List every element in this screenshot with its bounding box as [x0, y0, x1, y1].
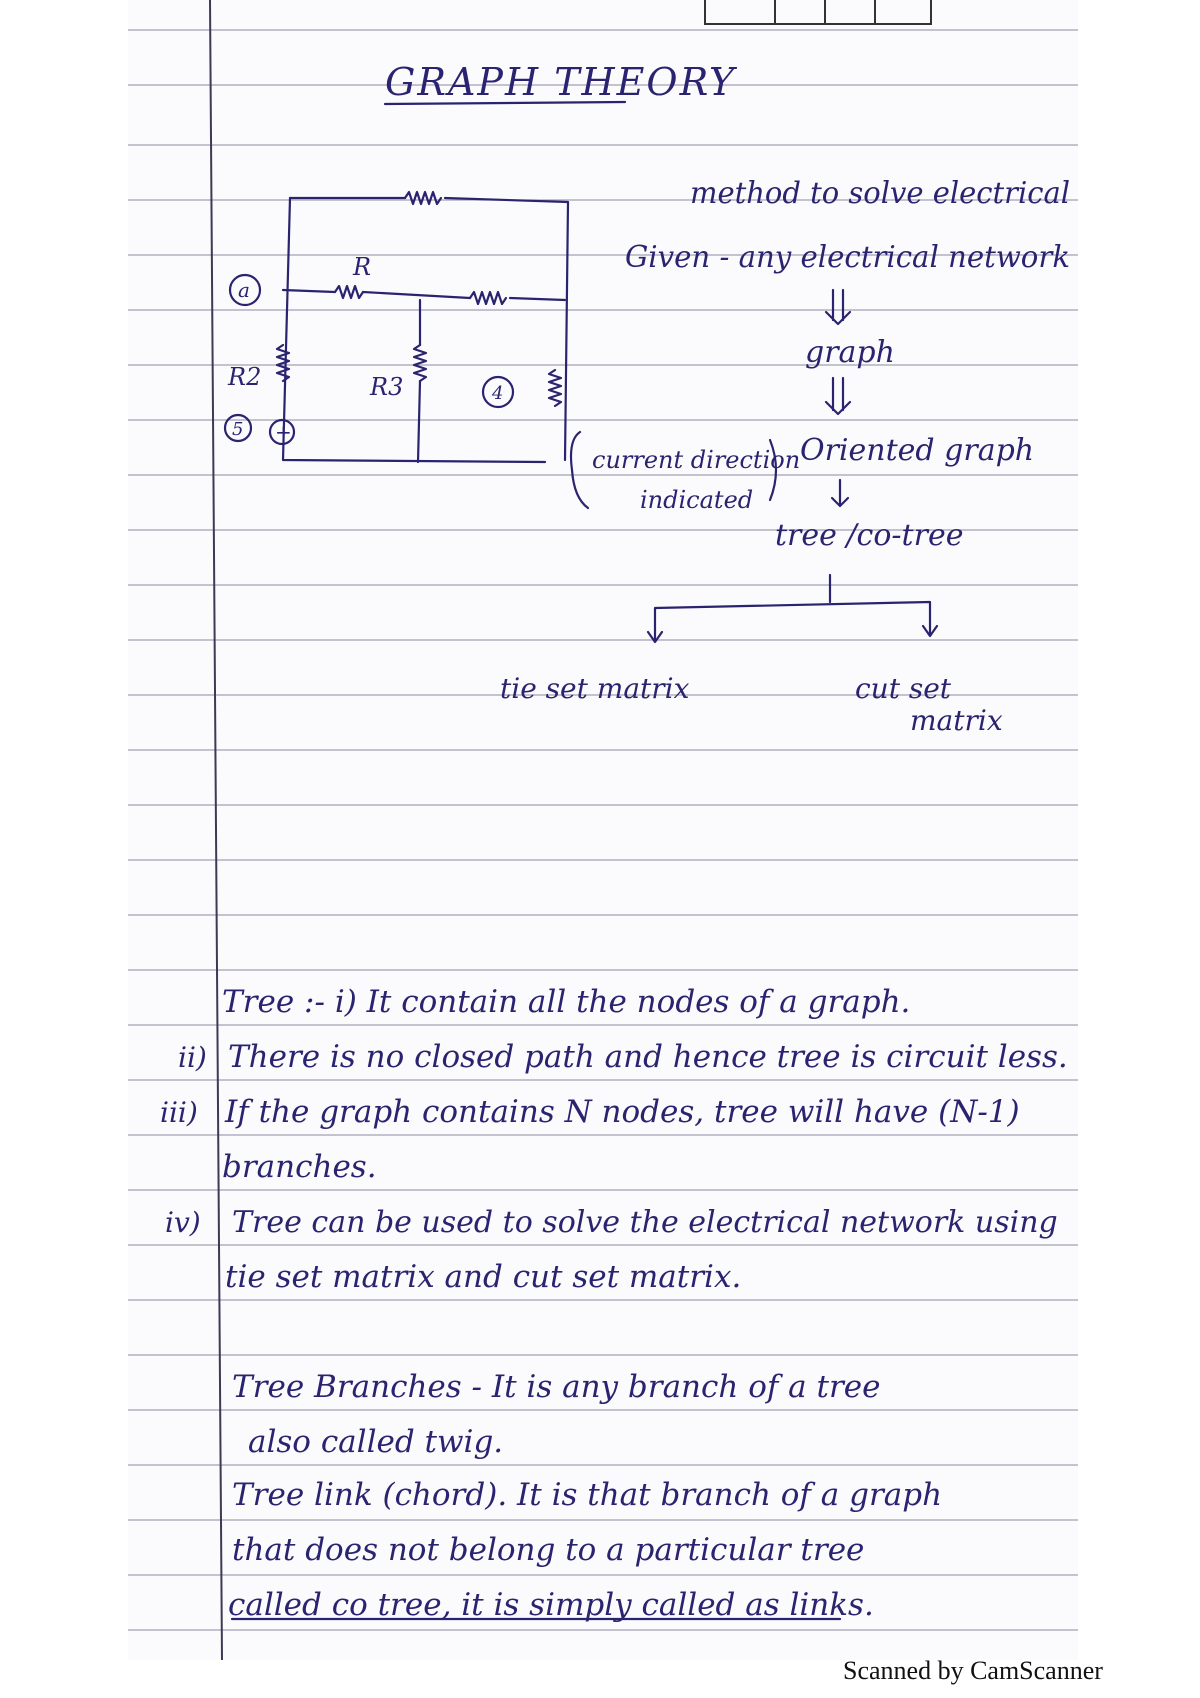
- note-line-2-number: ii): [178, 1041, 207, 1074]
- note-line-7: Tree Branches - It is any branch of a tree: [232, 1369, 881, 1405]
- margin-line: [210, 0, 222, 1660]
- page-title: GRAPH THEORY: [385, 60, 737, 104]
- flow-graph: graph: [805, 335, 895, 370]
- note-line-11: called co tree, it is simply called as links.: [228, 1587, 874, 1623]
- arrow-down-icon: [826, 290, 850, 324]
- flow-given: Given - any electrical network: [625, 240, 1070, 275]
- flow-cut-set-2: matrix: [910, 704, 1003, 737]
- node-label-5: 5: [232, 419, 244, 440]
- note-line-8: also called twig.: [248, 1424, 504, 1460]
- note-line-6: tie set matrix and cut set matrix.: [225, 1259, 742, 1295]
- note-line-3: If the graph contains N nodes, tree will have (N-1): [225, 1094, 1020, 1130]
- note-line-4: branches.: [222, 1149, 377, 1185]
- note-line-5-number: iv): [165, 1206, 201, 1239]
- date-box: [705, 0, 931, 24]
- flow-tree-cotree: tree /co-tree: [775, 518, 964, 553]
- resistor-label-r3: R3: [370, 373, 404, 401]
- note-line-5: Tree can be used to solve the electrical network using: [232, 1205, 1058, 1240]
- arrow-down-icon: [826, 378, 850, 414]
- note-line-3-number: iii): [160, 1096, 198, 1129]
- node-label-a: a: [238, 278, 250, 302]
- note-line-9: Tree link (chord). It is that branch of a graph: [232, 1477, 943, 1513]
- resistor-label-r: R: [353, 253, 372, 281]
- flow-method: method to solve electrical: [690, 176, 1070, 211]
- flow-cut-set-1: cut set: [855, 672, 952, 705]
- note-line-1: Tree :- i) It contain all the nodes of a graph.: [222, 984, 911, 1020]
- flow-oriented: Oriented graph: [800, 433, 1035, 468]
- flow-tie-set: tie set matrix: [500, 672, 690, 705]
- note-line-10: that does not belong to a particular tree: [232, 1532, 865, 1568]
- scanner-watermark: Scanned by CamScanner: [843, 1656, 1103, 1685]
- flow-current-note-1: current direction: [592, 446, 801, 474]
- brace-icon: [571, 432, 588, 508]
- arrow-down-icon: [832, 480, 848, 506]
- flow-current-note-2: indicated: [640, 486, 754, 514]
- node-label-4: 4: [492, 383, 504, 404]
- resistor-label-r2: R2: [228, 363, 262, 391]
- note-line-2: There is no closed path and hence tree is circuit less.: [228, 1039, 1068, 1075]
- source-symbol: +: [275, 420, 292, 444]
